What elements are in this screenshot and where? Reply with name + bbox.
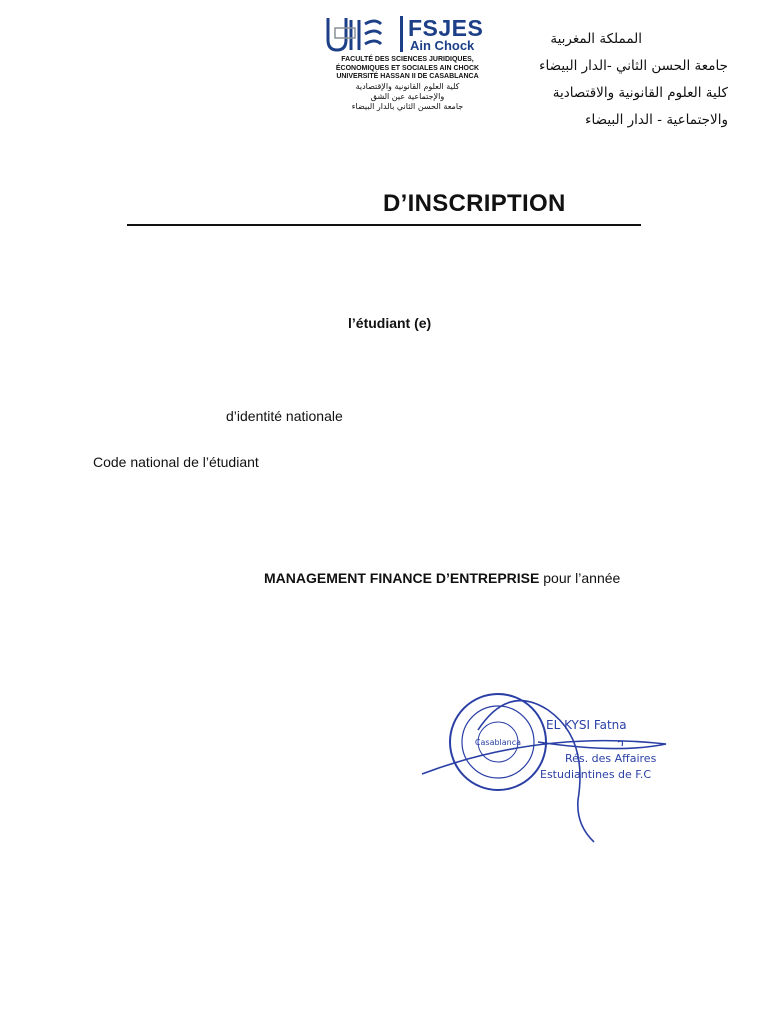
logo-line: FACULTÉ DES SCIENCES JURIDIQUES,	[341, 56, 474, 63]
logo-brand: FSJES	[408, 15, 484, 41]
signatory-title-line2: Estudiantines de F.C	[540, 768, 652, 781]
logo-line: UNIVERSITÉ HASSAN II DE CASABLANCA	[336, 73, 479, 80]
program-line	[264, 570, 620, 586]
title-underline	[127, 224, 641, 226]
program-name: MANAGEMENT FINANCE D’ENTREPRISE	[264, 570, 540, 586]
identity-label: d’identité nationale	[226, 408, 343, 424]
faculty-logo	[320, 14, 495, 122]
stamp-city: Casablanca	[474, 738, 522, 747]
university-emblem-icon	[325, 16, 383, 54]
student-label: l’étudiant (e)	[348, 315, 432, 331]
arabic-header-line: والاجتماعية - الدار البيضاء	[585, 112, 728, 128]
arabic-header	[528, 26, 728, 134]
year-label: pour l’année	[543, 570, 621, 586]
logo-arabic-line: كلية العلوم القانونية والإقتصادية	[355, 81, 460, 91]
stamp-and-signature	[418, 690, 678, 850]
logo-arabic-line: جامعة الحسن الثاني بالدار البيضاء	[351, 101, 464, 111]
arabic-header-line: المملكة المغربية	[550, 31, 642, 47]
logo-arabic-line: والإجتماعية عين الشق	[370, 91, 445, 101]
signatory-name: EL KYSI Fatna	[546, 718, 627, 732]
arabic-header-line: جامعة الحسن الثاني -الدار البيضاء	[539, 58, 728, 74]
logo-divider	[400, 16, 403, 52]
document-title: D’INSCRIPTION	[383, 190, 566, 217]
logo-line: ÉCONOMIQUES ET SOCIALES AIN CHOCK	[335, 64, 480, 72]
student-code-label: Code national de l’étudiant	[93, 454, 259, 470]
signatory-title-line1: Rés. des Affaires	[565, 752, 657, 765]
arabic-header-line: كلية العلوم القانونية والاقتصادية	[552, 85, 728, 101]
logo-campus: Ain Chock	[410, 38, 475, 53]
logo-text-lines	[320, 56, 495, 112]
